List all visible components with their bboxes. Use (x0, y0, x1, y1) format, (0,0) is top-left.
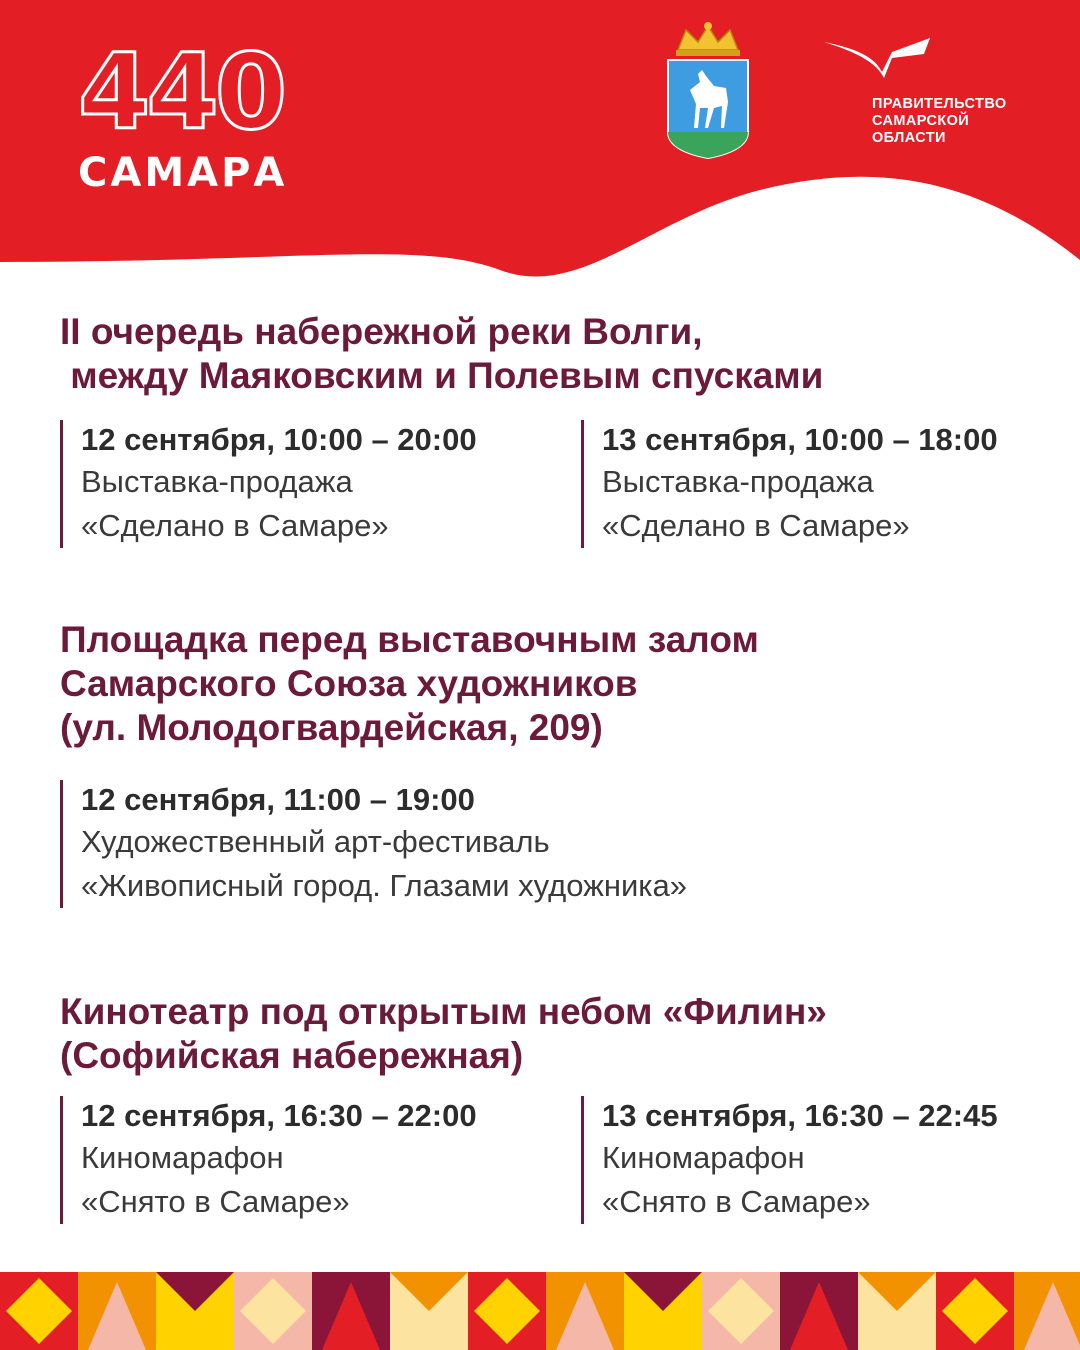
samara-coat-of-arms-icon (664, 20, 752, 160)
event-line: Выставка-продажа (81, 464, 353, 499)
section-title-line: (ул. Молодогвардейская, 209) (60, 707, 603, 748)
section-title (60, 618, 759, 750)
event-card (60, 780, 687, 908)
event-card (60, 420, 477, 548)
logo-city-name: САМАРА (78, 150, 288, 196)
event-line: «Живописный город. Глазами художника» (81, 868, 688, 903)
gov-line: ОБЛАСТИ (872, 130, 946, 146)
event-date: 13 сентября, 10:00 – 18:00 (602, 422, 998, 457)
logo-440: 440 (78, 31, 284, 153)
event-date: 12 сентября, 16:30 – 22:00 (81, 1098, 477, 1133)
gov-line: ПРАВИТЕЛЬСТВО (872, 96, 1007, 112)
section-title-line: Самарского Союза художников (60, 663, 638, 704)
event-line: «Снято в Самаре» (81, 1184, 350, 1219)
event-line: Выставка-продажа (602, 464, 874, 499)
section-title-line: Площадка перед выставочным залом (60, 619, 759, 660)
government-logo-icon (824, 38, 930, 78)
event-card (60, 1096, 477, 1224)
section-title-line: Кинотеатр под открытым небом «Филин» (60, 991, 827, 1032)
event-card (581, 1096, 998, 1224)
event-line: Художественный арт-фестиваль (81, 824, 550, 859)
section-title (60, 990, 827, 1078)
event-line: «Снято в Самаре» (602, 1184, 871, 1219)
section-title-line: между Маяковским и Полевым спусками (60, 355, 824, 396)
event-line: «Сделано в Самаре» (602, 508, 910, 543)
event-line: «Сделано в Самаре» (81, 508, 389, 543)
event-card (581, 420, 998, 548)
gov-line: САМАРСКОЙ (872, 113, 970, 129)
event-date: 12 сентября, 10:00 – 20:00 (81, 422, 477, 457)
section-title (60, 310, 823, 398)
event-line: Киномарафон (81, 1140, 284, 1175)
footer-ornament-pattern (0, 1272, 1080, 1350)
government-name (872, 96, 1052, 147)
section-title-line: (Софийская набережная) (60, 1035, 524, 1076)
event-line: Киномарафон (602, 1140, 805, 1175)
event-date: 12 сентября, 11:00 – 19:00 (81, 782, 475, 817)
section-title-line: II очередь набережной реки Волги, (60, 311, 703, 352)
event-date: 13 сентября, 16:30 – 22:45 (602, 1098, 998, 1133)
